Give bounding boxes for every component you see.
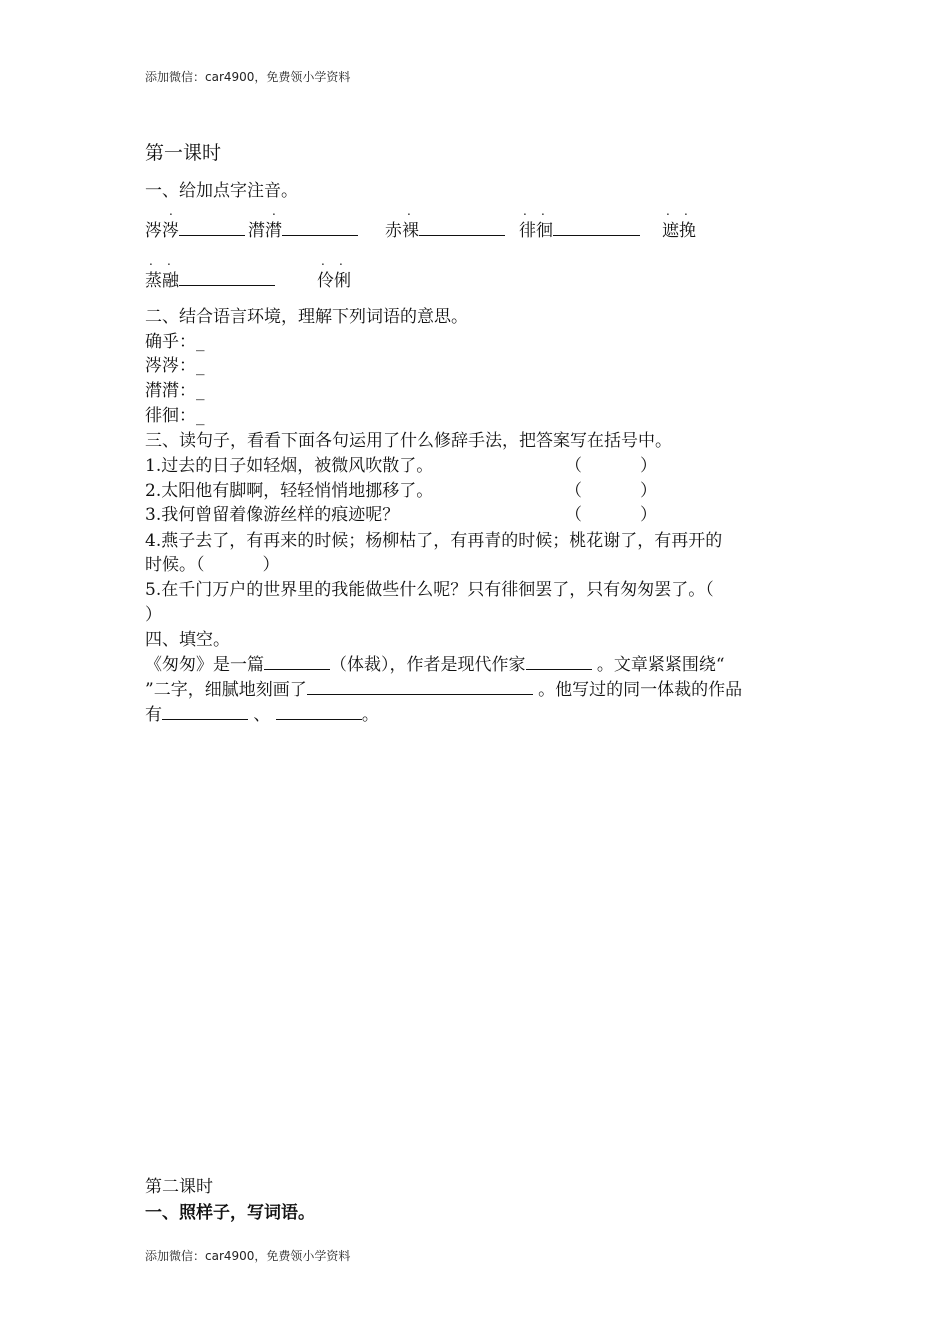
q4-text: 有	[145, 705, 162, 725]
paren-close: ）	[640, 456, 657, 476]
work-blank-2[interactable]	[276, 701, 362, 720]
paren-open: （	[565, 456, 582, 476]
q3-sentence-4-line1: 4.燕子去了，有再来的时候；杨柳枯了，有再青的时候；桃花谢了，有再开的	[145, 531, 723, 551]
word-lingli: 伶俐	[317, 271, 351, 291]
pinyin-item-shanshan	[248, 204, 358, 241]
pinyin-item-zhengrong	[145, 254, 275, 291]
q3-answer-paren-2[interactable]	[565, 476, 657, 501]
word-zhengrong: 蒸融	[145, 271, 179, 291]
q4-text: 。文章紧紧围绕“	[596, 655, 725, 675]
pinyin-item-cencen	[145, 204, 245, 241]
word-shanshan: 潸潸	[248, 221, 282, 241]
emphasis-dot: .	[169, 204, 173, 218]
q2-item-quehu[interactable]: 确乎：_	[145, 332, 205, 352]
emphasis-dot: .	[407, 204, 411, 218]
pinyin-item-lingli	[317, 254, 351, 291]
lesson2-q1-heading: 一、照样子，写词语。	[145, 1203, 315, 1223]
answer-blank[interactable]	[553, 217, 640, 236]
q4-line-3	[145, 700, 379, 725]
q4-text: 、	[253, 705, 271, 725]
q4-line-2	[145, 675, 742, 700]
q3-sentence-1: 1.过去的日子如轻烟，被微风吹散了。	[145, 456, 434, 476]
emphasis-dot: .	[339, 254, 343, 268]
q3-sentence-5-line1: 5.在千门万户的世界里的我能做些什么呢？只有徘徊罢了，只有匆匆罢了。（	[145, 580, 714, 600]
paren-open: （	[565, 505, 582, 525]
q3-sentence-3: 3.我何曾留着像游丝样的痕迹呢？	[145, 505, 400, 525]
paren-close: ）	[262, 555, 280, 575]
answer-blank[interactable]	[419, 217, 505, 236]
q4-text: ”二字，细腻地刻画了	[145, 680, 307, 700]
q4-heading: 四、填空。	[145, 630, 230, 650]
emphasis-dot: .	[684, 204, 688, 218]
q3-answer-paren-1[interactable]	[565, 451, 657, 476]
q4-text: 。	[361, 705, 379, 725]
emphasis-dot: .	[523, 204, 527, 218]
genre-blank[interactable]	[264, 651, 330, 670]
emphasis-dot: .	[167, 254, 171, 268]
q4-line-1	[145, 650, 725, 675]
q3-sentence-2: 2.太阳他有脚啊，轻轻悄悄地挪移了。	[145, 481, 434, 501]
q2-item-shanshan[interactable]: 潸潸：_	[145, 381, 205, 401]
q4-text: 。他写过的同一体裁的作品	[538, 680, 743, 700]
paren-close: ）	[640, 481, 657, 501]
q3-heading: 三、读句子，看看下面各句运用了什么修辞手法，把答案写在括号中。	[145, 431, 672, 451]
q3-sentence-5-paren-close: ）	[145, 605, 162, 625]
q3-sentence-4-line2	[145, 550, 280, 575]
q4-text: 《匆匆》是一篇	[145, 655, 264, 675]
q2-item-cencen[interactable]: 涔涔：_	[145, 356, 205, 376]
word-zhewan: 遮挽	[662, 221, 696, 241]
page-header-note: 添加微信：car4900，免费领小学资料	[145, 70, 351, 84]
q4-text: （体裁），作者是现代作家	[330, 655, 526, 675]
answer-blank[interactable]	[179, 267, 275, 286]
word-cencen: 涔涔	[145, 221, 179, 241]
answer-blank[interactable]	[179, 217, 245, 236]
answer-blank[interactable]	[282, 217, 358, 236]
q2-item-paihuai[interactable]: 徘徊：_	[145, 406, 205, 426]
author-blank[interactable]	[526, 651, 592, 670]
q3-answer-paren-3[interactable]	[565, 500, 657, 525]
word-chiluo: 赤裸	[385, 221, 419, 241]
work-blank-1[interactable]	[162, 701, 248, 720]
q2-heading: 二、结合语言环境，理解下列词语的意思。	[145, 307, 468, 327]
lesson1-title: 第一课时	[145, 142, 222, 164]
description-blank[interactable]	[307, 676, 533, 695]
pinyin-item-chiluo	[385, 204, 505, 241]
q3-sentence-4-text: 时候。（	[145, 555, 205, 575]
pinyin-item-zhewan	[662, 204, 696, 241]
lesson2-title: 第二课时	[145, 1177, 213, 1197]
paren-close: ）	[640, 505, 657, 525]
page-footer-note: 添加微信：car4900，免费领小学资料	[145, 1249, 351, 1263]
emphasis-dot: .	[541, 204, 545, 218]
emphasis-dot: .	[321, 254, 325, 268]
emphasis-dot: .	[666, 204, 670, 218]
pinyin-item-paihuai	[519, 204, 640, 241]
word-paihuai: 徘徊	[519, 221, 553, 241]
paren-open: （	[565, 481, 582, 501]
q1-heading: 一、给加点字注音。	[145, 181, 298, 201]
emphasis-dot: .	[149, 254, 153, 268]
emphasis-dot: .	[272, 204, 276, 218]
